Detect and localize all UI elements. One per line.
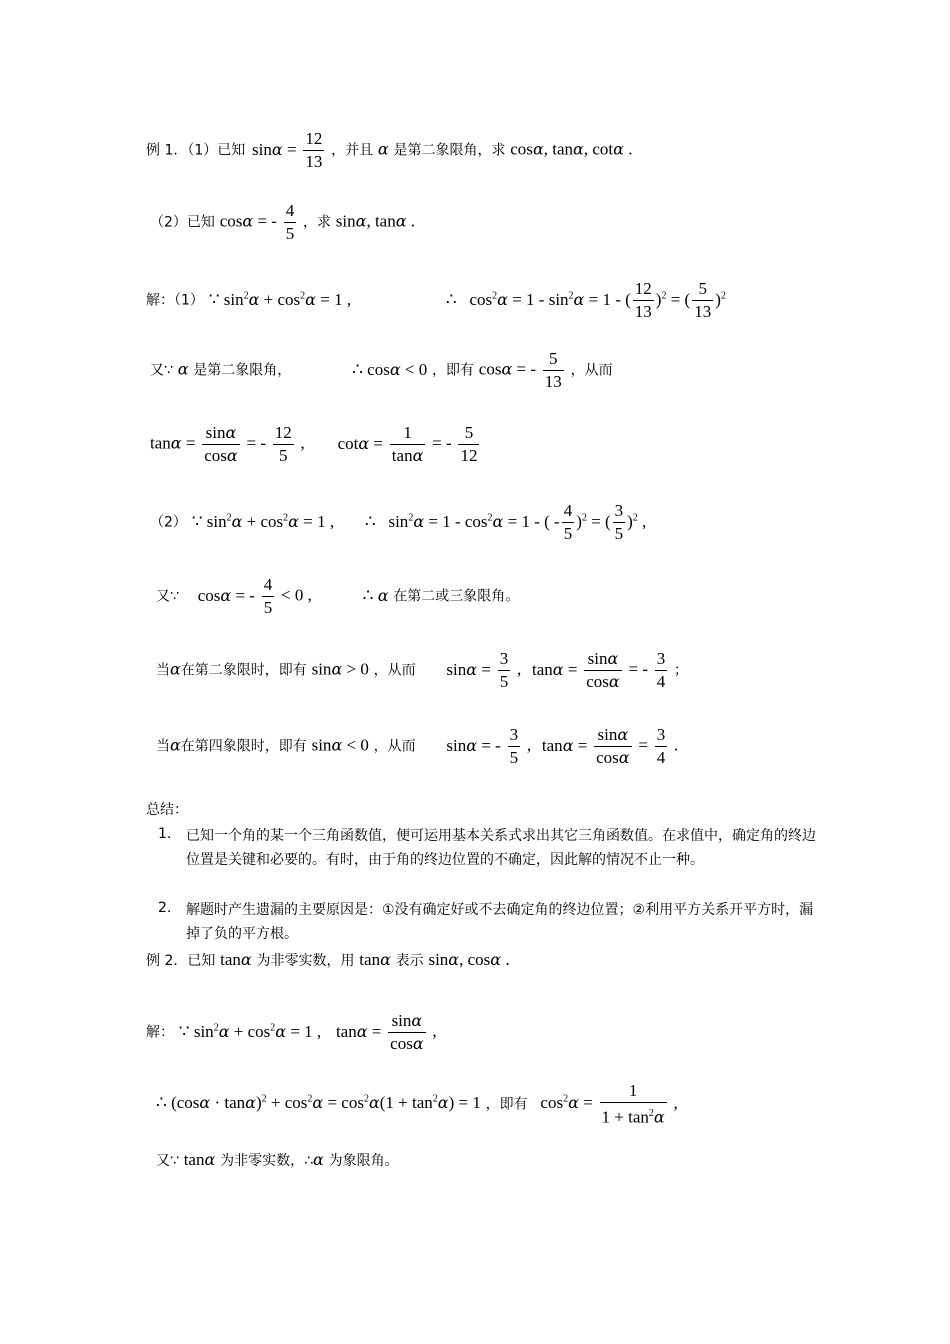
math-sin-positive: sinα > 0 [311,659,369,679]
math-alpha: α [177,359,189,379]
math-derivation: ∴ $(\cos\alpha \cdot \tan\alpha)^2 + \cos^2\alpha = \cos^2\alpha(1 + \tan^2\alpha) = 1$ [156,1093,481,1113]
ex2-sol-line3 [156,1150,399,1171]
math-alpha: α [313,1150,324,1169]
sol1-thus: ，从而 [570,362,613,379]
sol2-when: 当 [156,738,170,755]
math-sin-cos: sinα, cosα . [428,950,510,969]
ex1-part2-ask: ，求 [303,214,331,231]
math-alpha: α [377,139,389,159]
fraction-3-5: $\frac{3}{5}$ [614,501,624,543]
fraction-4-5: $\frac{4}{5}$ [285,201,295,243]
sol1-label: 解：（1） [146,292,204,309]
math-tan-value: tanα = [532,659,578,679]
sol1-line1: 解：（1） ∵ $\sin^2\alpha + \cos^2\alpha = 1$ , ∴ $\cos^2\alpha = 1 - \sin^2\alpha = 1$ - ( $\frac{12}{13}$ )$^2$ = ( $\frac{5}{13}$ )$^2$ [146,279,726,321]
ex1-part2-label: （2）已知 [150,214,215,231]
sol2-when: 当 [156,662,170,679]
sol2-case2-line: 当α在第二象限时，即有 sinα > 0 ，从而 sinα = $\frac{3}{5}$ , tanα = $\frac{\sin\alpha}{\cos\alpha}$ = - $\frac{3}{4}$ ； [156,649,689,691]
math-tan-value: tanα = [150,433,196,453]
math-cos-value: cosα = - [478,359,537,379]
ex2-express: 表示 [395,953,424,969]
math-cos2-result: $\cos^2\alpha$ = [540,1093,593,1113]
sol1-second-quadrant: 是第二象限角， [193,362,292,379]
sol2-thus: ，从而 [373,662,416,679]
math-alpha: α [170,659,181,679]
math-therefore-sin2: ∴ [364,511,376,531]
math-cos-eq: cosα = - [219,211,277,231]
fraction-sin-cos: $\frac{\sin\alpha}{\cos\alpha}$ [586,649,620,691]
ex2-nonzero2: 为非零实数，∴ [220,1153,313,1169]
fraction-3-5: $\frac{3}{5}$ [499,649,509,691]
fraction-3-4: $\frac{3}{4}$ [656,649,666,691]
fraction-5-13: $\frac{5}{13}$ [544,349,562,391]
fraction-5-12: $\frac{5}{12}$ [460,423,478,465]
math-tan: tanα [220,950,252,969]
ex2-sol-line1: 解： ∵ $\sin^2\alpha + \cos^2\alpha = 1$ , tanα = $\frac{\sin\alpha}{\cos\alpha}$ , [146,1011,437,1053]
math-cos-negative: ∴ cosα < 0 [352,359,428,379]
fraction-12-13: $\frac{12}{13}$ [305,129,323,171]
summary-number-2: 2. [158,900,172,916]
ex2-sol-line2: ∴ $(\cos\alpha \cdot \tan\alpha)^2 + \cos^2\alpha = \cos^2\alpha(1 + \tan^2\alpha) = 1$ ，即有 $\cos^2\alpha$ = $\frac{1}{1 + \tan^2\alpha}$ , [156,1081,678,1127]
summary-item-2: 解题时产生遗漏的主要原因是：①没有确定好或不去确定角的终边位置；②利用平方关系开平方时，漏掉了负的平方根。 [186,902,814,942]
fraction-1-over-1-tan2: $\frac{1}{1 + \tan^2\alpha}$ [601,1081,665,1127]
sol1-again: 又∵ [150,362,173,379]
fraction-3-4: $\frac{3}{4}$ [656,725,666,767]
fraction-12-5: $\frac{12}{5}$ [274,423,292,465]
sol2-in-2-or-3: 在第二或三象限角。 [393,588,520,605]
math-tan: tanα [359,950,391,969]
ex2-again: 又∵ [156,1153,179,1169]
ex2-label: 例 2．已知 [146,953,216,969]
ex1-part1-line [146,128,632,173]
ex2-line [146,950,510,971]
sol2-line1: （2） ∵ $\sin^2\alpha + \cos^2\alpha = 1$ , ∴ $\sin^2\alpha = 1 - \cos^2\alpha = 1$ - ( - $\frac{4}{5}$ )$^2$ = ( $\frac{3}{5}$ )$^2$ , [150,501,647,543]
sol2-line2: 又∵ cosα = - $\frac{4}{5}$ < 0 , ∴ α 在第二或三象限角。 [156,575,520,617]
math-identity: ∵ $\sin^2\alpha + \cos^2\alpha = 1$ , [178,1021,322,1041]
summary-item-1: 已知一个角的某一个三角函数值，便可运用基本关系式求出其它三角函数值。在求值中，确定角的终边位置是关键和必要的。有时，由于角的终边位置的不确定，因此解的情况不止一种。 [186,828,816,868]
ex2-quadrant: 为象限角。 [328,1153,399,1169]
fraction-12-13: $\frac{12}{13}$ [634,279,652,321]
summary-title: 总结： [146,802,188,818]
math-identity: ∵ $\sin^2\alpha + \cos^2\alpha = 1$ , [191,511,335,531]
fraction-1-tan: $\frac{1}{\tan\alpha}$ [391,423,424,465]
ex2-is-nonzero: 为非零实数，用 [256,953,355,969]
math-cos2-derivation: $\cos^2\alpha = 1 - \sin^2\alpha = 1$ - ( [469,289,631,309]
math-cos-tan-cot: cosα, tanα, cotα . [510,139,633,159]
ex1-cond: ，并且 [331,142,374,159]
sol1-line2 [150,348,613,393]
sol2-label: （2） [150,514,187,531]
sol1-so-have: ，即有 [432,362,474,379]
fraction-sin-cos: $\frac{\sin\alpha}{\cos\alpha}$ [596,725,630,767]
math-cot-value: cotα = [337,433,384,453]
sol1-line3: tanα = $\frac{\sin\alpha}{\cos\alpha}$ = - $\frac{12}{5}$ , cotα = $\frac{1}{\tan\alpha}$ = - $\frac{5}{12}$ [150,423,478,465]
math-tan-def: tanα = [335,1021,382,1041]
math-therefore-cos2: ∴ [445,289,457,309]
math-therefore: ∴ α [362,585,389,605]
sol2-again: 又∵ [156,588,179,605]
math-sin-negative: sinα < 0 [311,735,369,755]
sol2-case2: 在第二象限时，即有 [180,662,307,679]
math-tan-value: tanα = [541,735,588,755]
math-cos-negative: cosα = - [197,585,255,605]
ex2-so-have: ，即有 [485,1096,528,1113]
fraction-4-5: $\frac{4}{5}$ [263,575,273,617]
math-identity: ∵ $\sin^2\alpha + \cos^2\alpha = 1$ , [208,289,352,309]
fraction-3-5: $\frac{3}{5}$ [509,725,519,767]
ex1-label: 例 1．（1）已知 [146,142,246,159]
math-sin2-derivation: $\sin^2\alpha = 1 - \cos^2\alpha = 1$ - ( - [388,511,560,531]
math-sin-eq: sinα = [252,139,297,159]
math-sin-value: sinα = [446,659,491,679]
math-sin-tan: sinα, tanα . [335,211,416,231]
sol2-case4-line: 当α在第四象限时，即有 sinα < 0 ，从而 sinα = - $\frac{3}{5}$ , tanα = $\frac{\sin\alpha}{\cos\alpha}$ = $\frac{3}{4}$ . [156,725,679,767]
sol2-thus: ，从而 [373,738,416,755]
ex1-part2-line [150,200,415,245]
fraction-5-13: $\frac{5}{13}$ [694,279,712,321]
sol2-case4: 在第四象限时，即有 [180,738,307,755]
ex1-cond2: 是第二象限角，求 [393,142,506,159]
fraction-sin-cos: $\frac{\sin\alpha}{\cos\alpha}$ [204,423,238,465]
fraction-sin-cos: $\frac{\sin\alpha}{\cos\alpha}$ [390,1011,424,1053]
ex2-sol-label: 解： [146,1024,174,1041]
math-sin-value: sinα = - [446,735,501,755]
fraction-4-5: $\frac{4}{5}$ [563,501,573,543]
summary-number-1: 1. [158,826,172,842]
math-alpha: α [170,735,181,755]
math-tan: tanα [183,1150,216,1169]
